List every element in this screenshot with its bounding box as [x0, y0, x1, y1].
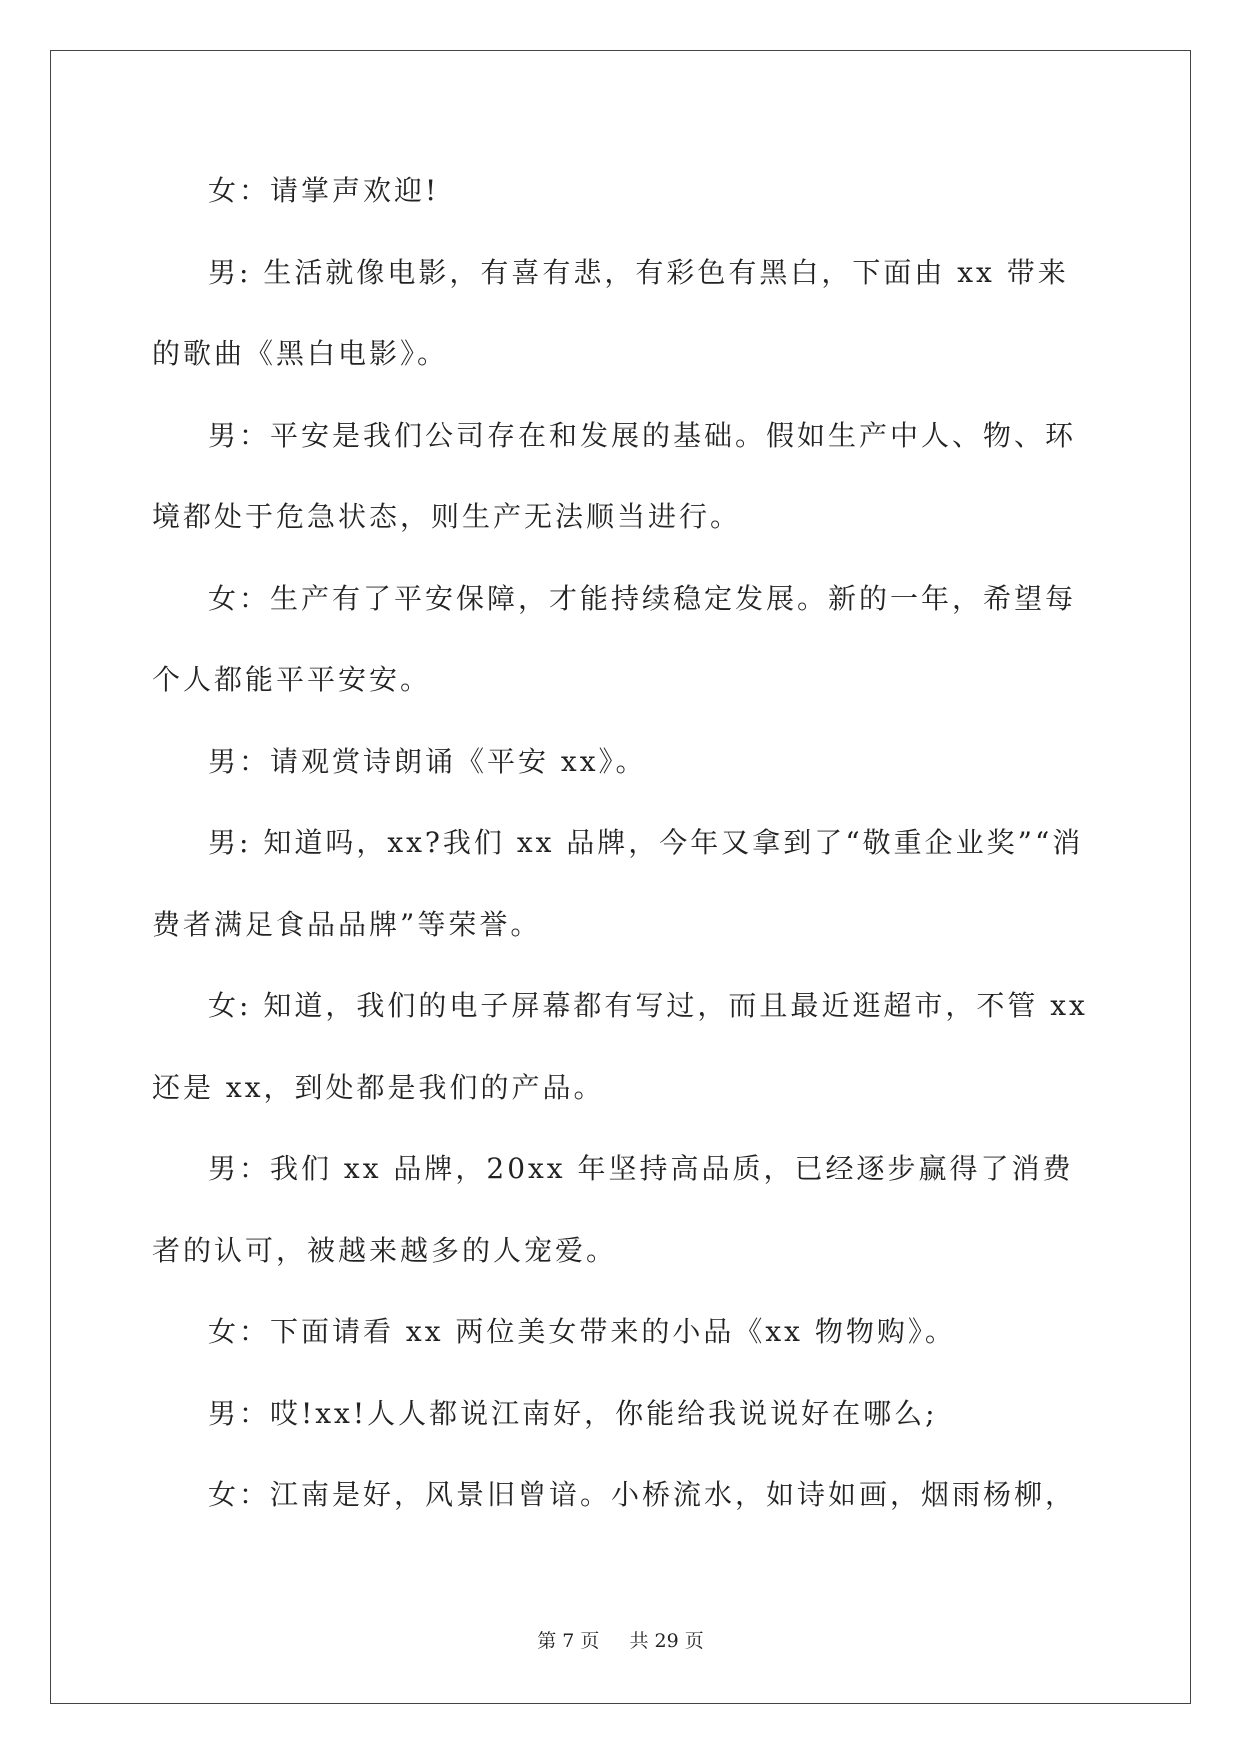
- paragraph: 女：生产有了平安保障，才能持续稳定发展。新的一年，希望每个人都能平平安安。: [152, 581, 1077, 696]
- page-footer: [0, 1626, 1241, 1653]
- paragraph: 男：哎!xx!人人都说江南好，你能给我说说好在哪么;: [208, 1396, 938, 1430]
- page-number: 第 7 页: [537, 1630, 600, 1652]
- paragraph: 男: 知道吗，xx?我们 xx 品牌，今年又拿到了“敬重企业奖”“消费者满足食品品牌”等荣誉。: [152, 826, 1084, 941]
- paragraph: 男：请观赏诗朗诵《平安 xx》。: [208, 744, 647, 778]
- paragraph: 女: 知道，我们的电子屏幕都有写过，而且最近逛超市，不管 xx 还是 xx，到处都是我们的产品。: [152, 989, 1088, 1104]
- paragraph: 男：平安是我们公司存在和发展的基础。假如生产中人、物、环境都处于危急状态，则生产无法顺当进行。: [152, 418, 1077, 533]
- paragraph: 女：请掌声欢迎!: [208, 174, 440, 207]
- paragraph: 男：我们 xx 品牌，20xx 年坚持高品质，已经逐步赢得了消费者的认可，被越来越多的人宠爱。: [152, 1152, 1074, 1267]
- page-total: 共 29 页: [629, 1630, 704, 1652]
- document-body: [152, 150, 1090, 1536]
- paragraph: 女：江南是好，风景旧曾谙。小桥流水，如诗如画，烟雨杨柳，: [208, 1478, 1077, 1511]
- paragraph: 女：下面请看 xx 两位美女带来的小品《xx 物物购》。: [208, 1315, 956, 1348]
- paragraph: 男: 生活就像电影，有喜有悲，有彩色有黑白，下面由 xx 带来的歌曲《黑白电影》。: [152, 255, 1069, 370]
